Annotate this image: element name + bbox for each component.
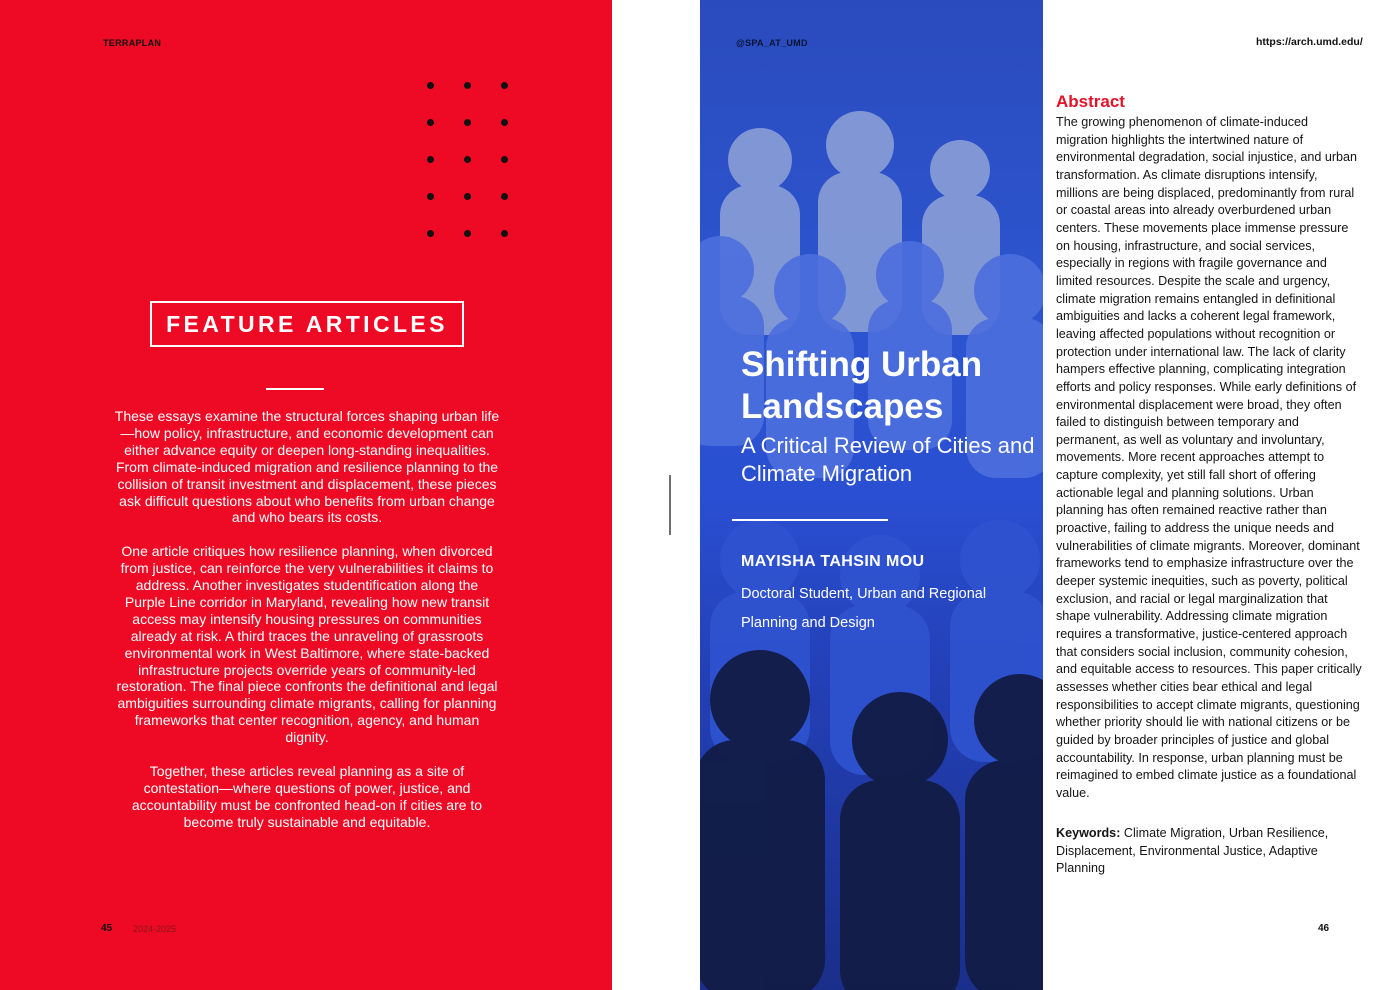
page-number-left: 45 xyxy=(101,923,113,934)
dot xyxy=(501,193,508,200)
article-title: Shifting Urban Landscapes xyxy=(741,345,983,426)
dot xyxy=(464,119,471,126)
dot xyxy=(427,82,434,89)
section-title: FEATURE ARTICLES xyxy=(150,301,464,347)
dot xyxy=(501,230,508,237)
cover-divider xyxy=(732,519,888,521)
intro-paragraph: These essays examine the structural forces shaping urban life—how policy, infrastructure, and economic development can either advance equity or deepen long-standing inequalities. From climate-induced migration and resilience planning to the collision of transit investment and displacement, these pieces ask difficult questions about who benefits from urban change and who bears its costs. xyxy=(114,408,500,526)
gutter-marker xyxy=(669,475,671,535)
intro-text xyxy=(114,408,500,848)
dot xyxy=(427,119,434,126)
social-handle: @SPA_AT_UMD xyxy=(736,38,808,48)
dot xyxy=(464,82,471,89)
paper-figures-illustration xyxy=(700,0,1043,990)
cover-image xyxy=(700,0,1043,990)
issue-year: 2024-2025 xyxy=(133,924,177,934)
dot xyxy=(427,156,434,163)
author-affiliation: Doctoral Student, Urban and Regional Planning and Design xyxy=(741,586,987,631)
left-page xyxy=(0,0,612,990)
intro-paragraph: Together, these articles reveal planning as a site of contestation—where questions of power, justice, and accountability must be confronted head-on if cities are to become truly sustainable and equitable. xyxy=(131,763,483,830)
dot xyxy=(464,230,471,237)
running-head-left: TERRAPLAN xyxy=(103,38,162,48)
abstract-text: The growing phenomenon of climate-induced migration highlights the intertwined nature of environmental degradation, social injustice, and urban transformation. As climate disruptions intensify, millions are being displaced, predominantly from rural or coastal areas into already overburdened urban centers. These movements place immense pressure on housing, infrastructure, and social services, especially in regions with fragile governance and limited resources. Despite the scale and urgency, climate migration remains entangled in definitional ambiguities and lacks a coherent legal framework, leaving affected populations without recognition or protection under international law. The lack of clarity hampers effective planning, complicating integration efforts and policy responses. While early definitions of environmental displacement were broad, they often failed to distinguish between temporary and permanent, as well as voluntary and involuntary, movements. More recent approaches attempt to capture complexity, yet still fall short of offering actionable legal and planning solutions. Urban planning has often remained reactive rather than proactive, failing to address the unique needs and vulnerabilities of climate migrants. Moreover, dominant frameworks tend to emphasize infrastructure over the deeper systemic inequities, such as poverty, political exclusion, and racial or legal marginalization that shape vulnerability. Addressing climate migration requires a transformative, justice-centered approach that considers social inclusion, community cohesion, and equitable access to resources. This paper critically assesses whether cities bear ethical and legal responsibilities to accept climate migrants, questioning whether priority should lie with national citizens or be guided by broader principles of justice and global accountability. In response, urban planning must be reimagined to embed climate justice as a foundational value. xyxy=(1056,115,1362,800)
dot xyxy=(464,193,471,200)
dot xyxy=(501,82,508,89)
dot xyxy=(427,230,434,237)
dot xyxy=(464,156,471,163)
article-subtitle: A Critical Review of Cities and Climate Migration xyxy=(741,433,1035,486)
dot xyxy=(501,119,508,126)
keywords xyxy=(1056,825,1363,878)
page-number-right: 46 xyxy=(1318,923,1330,934)
dot-grid-decoration xyxy=(427,82,517,242)
author-name: MAYISHA TAHSIN MOU xyxy=(741,553,925,570)
intro-paragraph: One article critiques how resilience planning, when divorced from justice, can reinforce the very vulnerabilities it claims to address. Another investigates studentification along the Purple Line corridor in Maryland, revealing how new transit access may intensify housing pressures on communities already at risk. A third traces the unraveling of grassroots environmental work in West Baltimore, where state-backed infrastructure projects override years of community-led restoration. The final piece confronts the definitional and legal ambiguities surrounding climate migrants, calling for planning frameworks that center recognition, agency, and human dignity. xyxy=(116,543,498,746)
keywords-text: Climate Migration, Urban Resilience, Displacement, Environmental Justice, Adaptive Planning xyxy=(1056,826,1329,876)
dot xyxy=(501,156,508,163)
keywords-label: Keywords: xyxy=(1056,826,1121,840)
divider xyxy=(266,388,324,390)
dot xyxy=(427,193,434,200)
website-url: https://arch.umd.edu/ xyxy=(1256,36,1363,48)
abstract-heading: Abstract xyxy=(1056,92,1125,111)
